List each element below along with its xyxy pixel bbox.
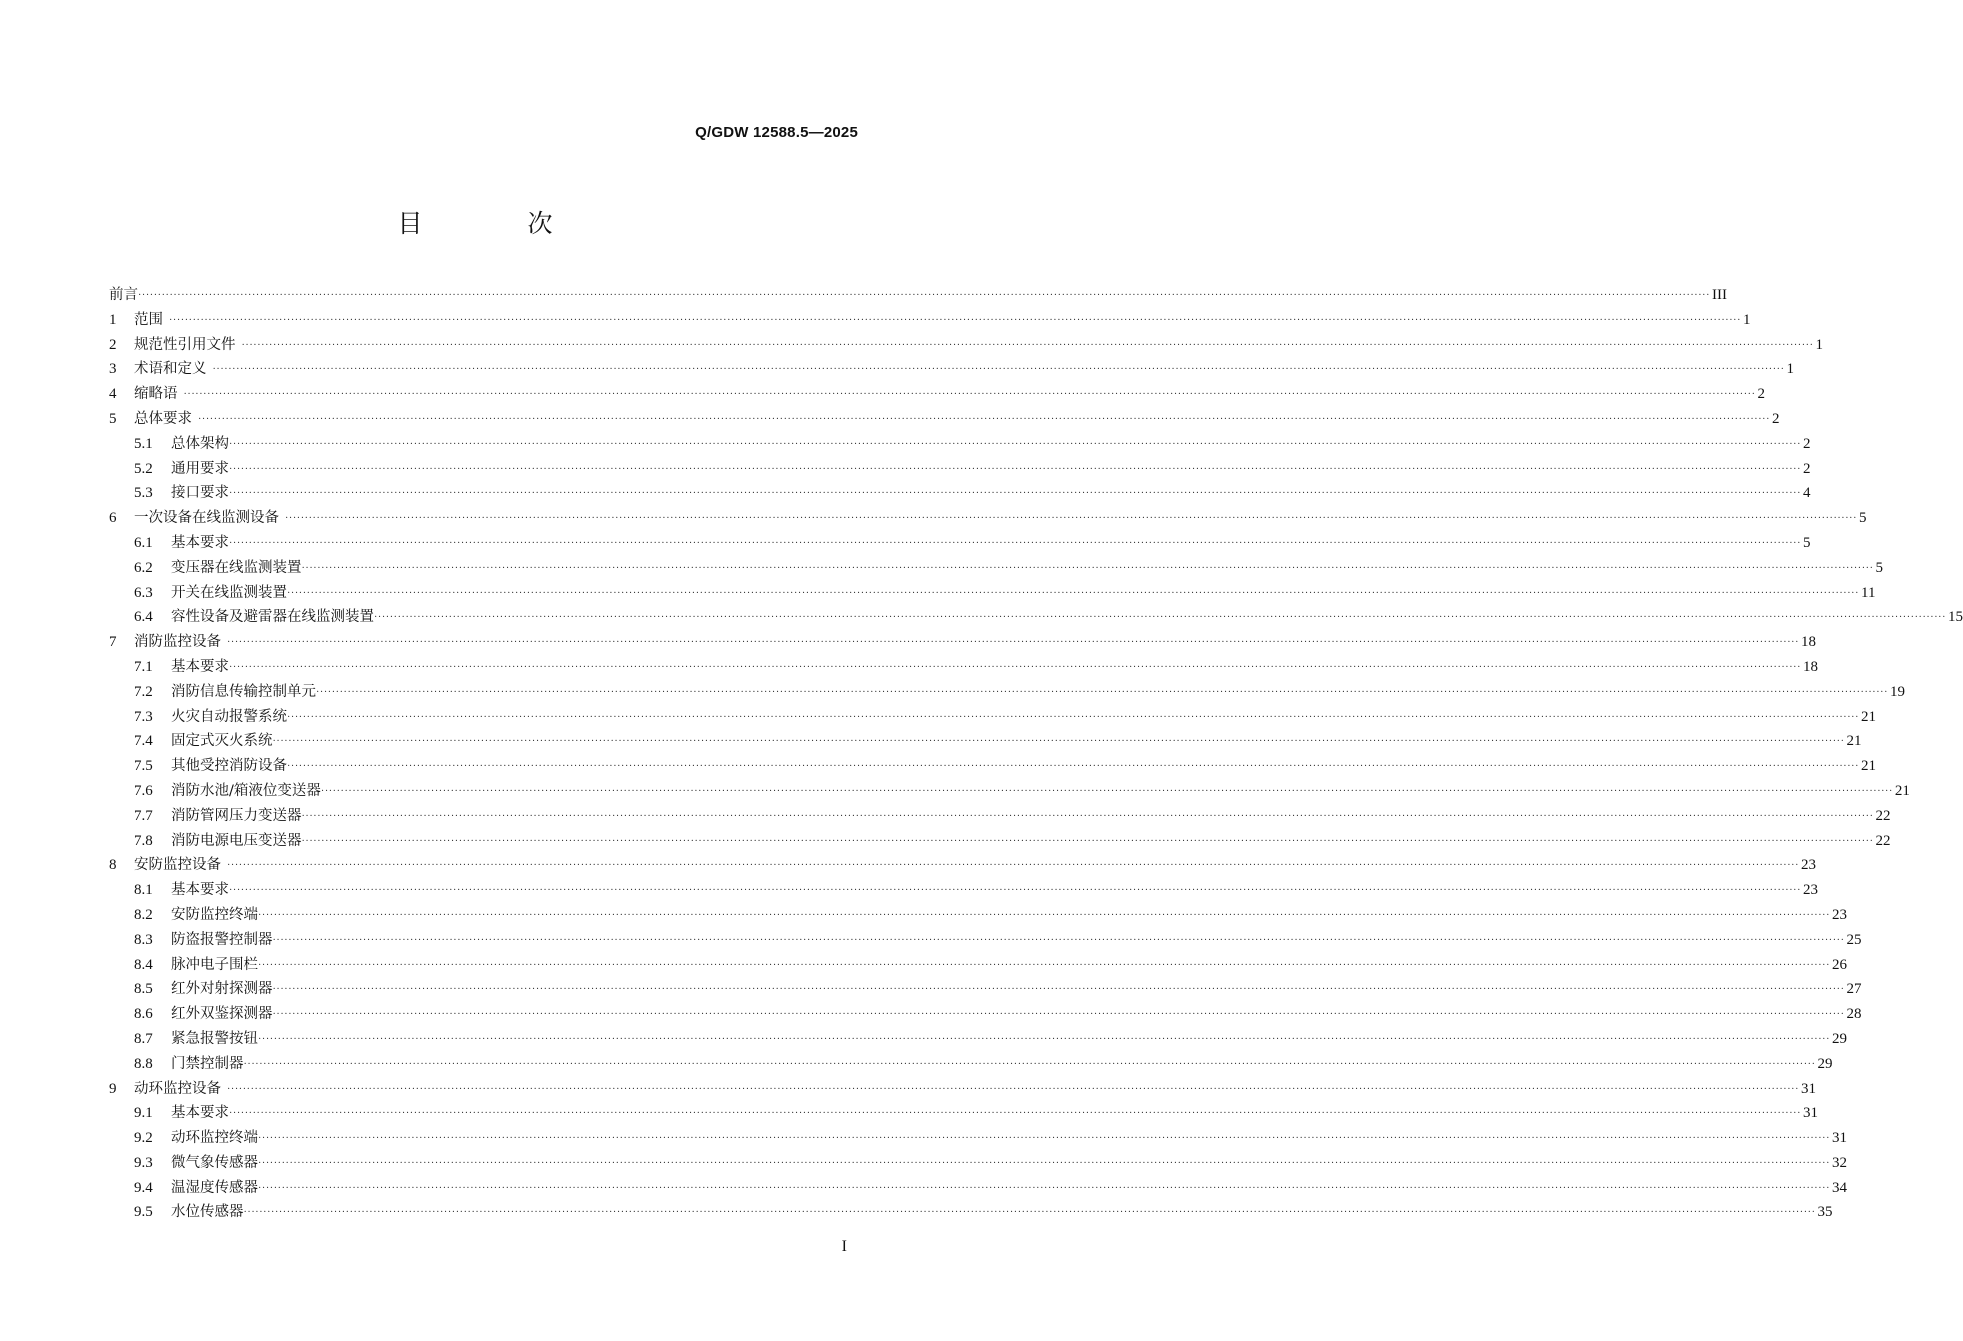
dot-leader: ················································································································································································································································································································································································································ — [272, 736, 1845, 748]
toc-entry[interactable] — [109, 804, 1891, 829]
toc-entry-page: 29 — [1832, 1030, 1848, 1047]
toc-entry-label: 接口要求 — [171, 485, 229, 502]
toc-entry-label: 脉冲电子围栏 — [171, 956, 258, 973]
toc-entry-page: 29 — [1817, 1055, 1833, 1072]
dot-leader: ················································································································································································································································································································································································································ — [229, 488, 1802, 500]
dot-leader: ················································································································································································································································································································································································································ — [227, 1083, 1800, 1095]
toc-entry-number: 9.5 — [134, 1204, 153, 1221]
dot-leader: ················································································································································································································································································································································································································ — [212, 364, 1785, 376]
toc-entry[interactable] — [109, 729, 1862, 754]
toc-entry-page: 31 — [1832, 1130, 1848, 1147]
toc-entry-number: 7.7 — [134, 807, 153, 824]
toc-entry[interactable] — [109, 878, 1819, 903]
toc-entry-page: 11 — [1861, 584, 1876, 601]
toc-entry-number: 7.8 — [134, 832, 153, 849]
dot-leader: ················································································································································································································································································································································································································ — [316, 686, 1889, 698]
toc-entry[interactable] — [109, 382, 1766, 407]
toc-entry-label: 安防监控设备 — [134, 857, 221, 874]
toc-entry[interactable] — [109, 705, 1877, 730]
toc-entry-page: 21 — [1861, 758, 1877, 775]
toc-entry[interactable] — [109, 630, 1817, 655]
toc-entry[interactable] — [109, 308, 1751, 333]
toc-entry-label: 前言 — [109, 287, 138, 303]
dot-leader: ················································································································································································································································································································································································································ — [287, 761, 1860, 773]
toc-entry-page: 18 — [1801, 634, 1817, 651]
toc-entry[interactable] — [109, 457, 1811, 482]
toc-entry[interactable] — [109, 357, 1795, 382]
toc-entry-number: 9.4 — [134, 1179, 153, 1196]
page-number: I — [841, 1238, 847, 1255]
toc-entry-page: 18 — [1803, 658, 1819, 675]
toc-entry-label: 消防监控设备 — [134, 634, 221, 651]
toc-entry-number: 1 — [109, 311, 117, 328]
toc-entry-number: 7.5 — [134, 758, 153, 775]
toc-entry-number: 7.1 — [134, 658, 153, 675]
dot-leader: ················································································································································································································································································································································································································ — [301, 810, 1874, 822]
toc-entry-page: 2 — [1757, 386, 1766, 403]
toc-entry-page: 25 — [1846, 931, 1862, 948]
toc-entry-label: 消防电源电压变送器 — [171, 832, 302, 849]
dot-leader: ················································································································································································································································································································································································································ — [229, 885, 1802, 897]
toc-entry-label: 固定式灭火系统 — [171, 733, 273, 750]
toc-entry-label: 变压器在线监测装置 — [171, 559, 302, 576]
toc-entry[interactable] — [109, 853, 1817, 878]
toc-entry-page: 1 — [1815, 336, 1824, 353]
toc-entry-number: 6.4 — [134, 609, 153, 626]
toc-entry-label: 基本要求 — [171, 882, 229, 899]
toc-entry-page: 1 — [1743, 311, 1751, 328]
toc-entry-number: 8 — [109, 857, 117, 874]
toc-entry-label: 微气象传感器 — [171, 1154, 258, 1171]
dot-leader: ················································································································································································································································································································································································································ — [258, 1182, 1831, 1194]
toc-entry[interactable] — [109, 506, 1867, 531]
toc-entry-number: 3 — [109, 361, 117, 378]
dot-leader: ················································································································································································································································································································································································································ — [229, 537, 1802, 549]
toc-entry[interactable] — [109, 754, 1877, 779]
toc-entry-page: 22 — [1875, 807, 1891, 824]
toc-entry[interactable] — [109, 977, 1862, 1002]
toc-entry[interactable] — [109, 655, 1819, 680]
dot-leader: ················································································································································································································································································································································································································ — [287, 587, 1860, 599]
dot-leader: ················································································································································································································································································································································································································ — [285, 513, 1858, 525]
toc-entry[interactable] — [109, 605, 1963, 630]
toc-entry-page: 2 — [1803, 435, 1811, 452]
toc-entry[interactable] — [109, 928, 1862, 953]
toc-entry-number: 2 — [109, 336, 117, 353]
toc-entry[interactable] — [109, 581, 1876, 606]
dot-leader: ················································································································································································································································································································································································································ — [243, 1058, 1816, 1070]
toc-entry-page: 34 — [1832, 1179, 1848, 1196]
toc-entry-label: 通用要求 — [171, 460, 229, 477]
dot-leader: ················································································································································································································································································································································································································ — [258, 1133, 1831, 1145]
toc-entry[interactable] — [109, 1126, 1848, 1151]
dot-leader: ················································································································································································································································································································································································································ — [183, 389, 1756, 401]
toc-entry-label: 总体要求 — [134, 410, 192, 427]
dot-leader: ················································································································································································································································································································································································································ — [169, 314, 1742, 326]
toc-entry-number: 5 — [109, 410, 117, 427]
toc-entry-page: 2 — [1803, 460, 1811, 477]
dot-leader: ················································································································································································································································································································································································································ — [229, 438, 1802, 450]
toc-entry-page: 15 — [1948, 609, 1963, 626]
toc-entry[interactable] — [109, 1027, 1848, 1052]
toc-entry-number: 7.3 — [134, 708, 153, 725]
toc-entry[interactable] — [109, 1052, 1833, 1077]
toc-entry-page: 27 — [1846, 981, 1862, 998]
toc-entry-label: 红外双鉴探测器 — [171, 1006, 273, 1023]
dot-leader: ················································································································································································································································································································································································································ — [243, 1207, 1816, 1219]
toc-entry-label: 消防水池/箱液位变送器 — [171, 782, 321, 799]
toc-entry[interactable] — [109, 1002, 1862, 1027]
toc-entry[interactable] — [109, 1200, 1833, 1225]
dot-leader: ················································································································································································································································································································································································································ — [258, 909, 1831, 921]
toc-entry-label: 范围 — [134, 311, 163, 328]
toc-entry-number: 8.4 — [134, 956, 153, 973]
toc-entry[interactable] — [109, 333, 1824, 358]
toc-entry-label: 防盗报警控制器 — [171, 931, 273, 948]
toc-entry-label: 动环监控设备 — [134, 1080, 221, 1097]
toc-entry-label: 火灾自动报警系统 — [171, 708, 287, 725]
toc-entry-number: 8.3 — [134, 931, 153, 948]
toc-entry-label: 缩略语 — [134, 386, 178, 403]
toc-entry-label: 基本要求 — [171, 534, 229, 551]
dot-leader: ················································································································································································································································································································································································································ — [287, 711, 1860, 723]
toc-entry-label: 基本要求 — [171, 658, 229, 675]
toc-entry[interactable] — [109, 1077, 1817, 1102]
toc-entry[interactable] — [109, 283, 1728, 308]
toc-entry[interactable] — [109, 903, 1848, 928]
toc-entry-label: 消防管网压力变送器 — [171, 807, 302, 824]
toc-entry[interactable] — [109, 556, 1884, 581]
toc-entry-page: 31 — [1801, 1080, 1817, 1097]
toc-entry-page: 21 — [1894, 782, 1910, 799]
toc-entry-page: 1 — [1786, 361, 1795, 378]
toc-entry-page: 22 — [1875, 832, 1891, 849]
dot-leader: ················································································································································································································································································································································································································ — [258, 1157, 1831, 1169]
toc-entry-page: 23 — [1803, 882, 1819, 899]
toc-entry-page: 26 — [1832, 956, 1848, 973]
toc-entry-page: 5 — [1875, 559, 1884, 576]
dot-leader: ················································································································································································································································································································································································································ — [258, 959, 1831, 971]
toc-entry-page: 5 — [1803, 534, 1811, 551]
toc-entry-label: 容性设备及避雷器在线监测装置 — [171, 609, 374, 626]
toc-entry-number: 6.2 — [134, 559, 153, 576]
toc-entry-number: 6.3 — [134, 584, 153, 601]
dot-leader: ················································································································································································································································································································································································································ — [320, 785, 1893, 797]
toc-entry-number: 5.3 — [134, 485, 153, 502]
document-code: Q/GDW 12588.5—2025 — [695, 124, 858, 141]
toc-entry-page: 23 — [1832, 906, 1848, 923]
toc-entry-page: 21 — [1846, 733, 1862, 750]
toc-entry[interactable] — [109, 432, 1811, 457]
dot-leader: ················································································································································································································································································································································································································ — [301, 562, 1874, 574]
toc-entry[interactable] — [109, 1151, 1848, 1176]
dot-leader: ················································································································································································································································································································································································································ — [258, 1033, 1831, 1045]
toc-entry-number: 7.6 — [134, 782, 153, 799]
dot-leader: ················································································································································································································································································································································································································ — [272, 984, 1845, 996]
toc-entry[interactable] — [109, 1176, 1848, 1201]
dot-leader: ················································································································································································································································································································································································································ — [229, 1108, 1802, 1120]
toc-entry-page: 21 — [1861, 708, 1877, 725]
dot-leader: ················································································································································································································································································································································································································ — [229, 661, 1802, 673]
toc-entry-label: 红外对射探测器 — [171, 981, 273, 998]
toc-entry-number: 6 — [109, 510, 117, 527]
toc-entry[interactable] — [109, 407, 1780, 432]
toc-entry-page: 5 — [1859, 510, 1867, 527]
toc-entry[interactable] — [109, 779, 1910, 804]
toc-entry-page: 31 — [1803, 1105, 1819, 1122]
toc-entry-label: 门禁控制器 — [171, 1055, 244, 1072]
toc-entry-label: 水位传感器 — [171, 1204, 244, 1221]
toc-entry-number: 5.2 — [134, 460, 153, 477]
toc-entry-page: 2 — [1772, 410, 1780, 427]
toc-entry-page: 28 — [1846, 1006, 1862, 1023]
toc-entry-page: 4 — [1803, 485, 1811, 502]
dot-leader: ················································································································································································································································································································································································································ — [374, 612, 1947, 624]
toc-entry-number: 8.6 — [134, 1006, 153, 1023]
dot-leader: ················································································································································································································································································································································································································ — [227, 860, 1800, 872]
toc-entry-label: 安防监控终端 — [171, 906, 258, 923]
dot-leader: ················································································································································································································································································································································································································ — [241, 339, 1814, 351]
toc-entry-label: 一次设备在线监测设备 — [134, 510, 279, 527]
toc-entry-label: 开关在线监测装置 — [171, 584, 287, 601]
toc-entry[interactable] — [109, 531, 1811, 556]
toc-entry-number: 7.2 — [134, 683, 153, 700]
toc-entry-label: 总体架构 — [171, 435, 229, 452]
toc-entry-number: 8.7 — [134, 1030, 153, 1047]
toc-entry-number: 8.2 — [134, 906, 153, 923]
toc-entry-page: 23 — [1801, 857, 1817, 874]
toc-entry[interactable] — [109, 481, 1811, 506]
toc-entry-number: 9.1 — [134, 1105, 153, 1122]
toc-entry-number: 7.4 — [134, 733, 153, 750]
toc-entry-number: 6.1 — [134, 534, 153, 551]
toc-entry-page: III — [1712, 287, 1728, 303]
toc-entry[interactable] — [109, 1101, 1819, 1126]
toc-entry-page: 32 — [1832, 1154, 1848, 1171]
toc-entry-number: 5.1 — [134, 435, 153, 452]
toc-entry-page: 19 — [1890, 683, 1906, 700]
toc-entry-label: 规范性引用文件 — [134, 336, 236, 353]
toc-entry[interactable] — [109, 680, 1906, 705]
dot-leader: ················································································································································································································································································································································································································ — [229, 463, 1802, 475]
dot-leader: ················································································································································································································································································································································································································ — [198, 413, 1771, 425]
toc-entry-number: 9 — [109, 1080, 117, 1097]
table-of-contents — [109, 283, 1963, 1225]
toc-entry-number: 8.5 — [134, 981, 153, 998]
toc-entry[interactable] — [109, 829, 1891, 854]
toc-entry-number: 4 — [109, 386, 117, 403]
toc-entry-number: 7 — [109, 634, 117, 651]
toc-entry-label: 紧急报警按钮 — [171, 1030, 258, 1047]
toc-entry-label: 温湿度传感器 — [171, 1179, 258, 1196]
dot-leader: ················································································································································································································································································································································································································ — [272, 1009, 1845, 1021]
toc-entry-number: 9.2 — [134, 1130, 153, 1147]
dot-leader: ················································································································································································································································································································································································································ — [227, 637, 1800, 649]
toc-entry-number: 8.8 — [134, 1055, 153, 1072]
dot-leader: ················································································································································································································································································································································································································ — [272, 934, 1845, 946]
dot-leader: ················································································································································································································································································································································································································ — [138, 290, 1711, 301]
toc-entry-label: 术语和定义 — [134, 361, 207, 378]
toc-entry-number: 9.3 — [134, 1154, 153, 1171]
dot-leader: ················································································································································································································································································································································································································ — [301, 835, 1874, 847]
toc-entry-label: 动环监控终端 — [171, 1130, 258, 1147]
toc-entry-label: 其他受控消防设备 — [171, 758, 287, 775]
toc-entry-number: 8.1 — [134, 882, 153, 899]
toc-entry-label: 基本要求 — [171, 1105, 229, 1122]
toc-entry-label: 消防信息传输控制单元 — [171, 683, 316, 700]
toc-entry-page: 35 — [1817, 1204, 1833, 1221]
page-title: 目 次 — [397, 209, 593, 238]
toc-entry[interactable] — [109, 953, 1848, 978]
